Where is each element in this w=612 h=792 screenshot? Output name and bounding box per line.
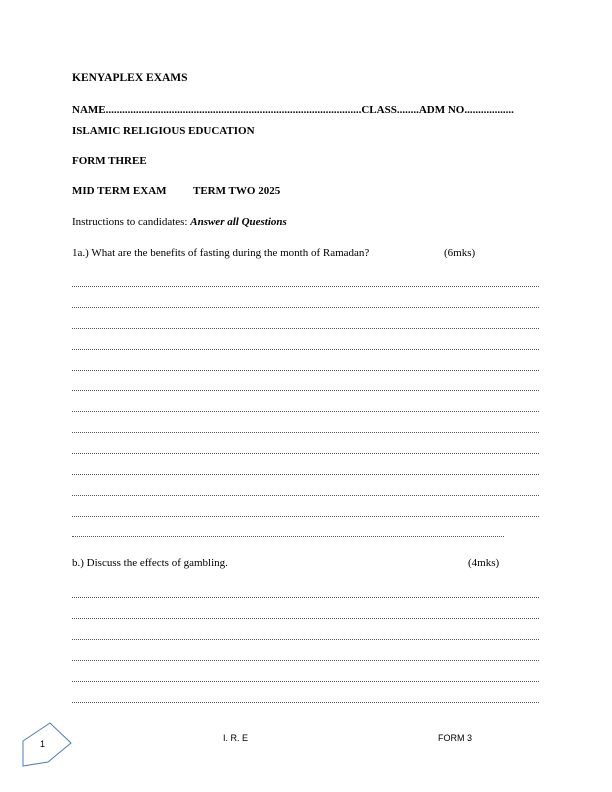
answer-line[interactable] <box>72 349 539 350</box>
answer-line[interactable] <box>72 370 539 371</box>
page-number-shape <box>20 720 76 770</box>
answer-line[interactable] <box>72 702 539 703</box>
answer-line[interactable] <box>72 432 539 433</box>
answer-line[interactable] <box>72 411 539 412</box>
school-name: KENYAPLEX EXAMS <box>72 72 188 84</box>
answer-line[interactable] <box>72 390 539 391</box>
footer-right: FORM 3 <box>438 733 473 743</box>
footer-center: I. R. E <box>223 733 249 743</box>
instructions-emphasis: Answer all Questions <box>190 216 287 228</box>
question-1b-text: b.) Discuss the effects of gambling. <box>72 557 228 569</box>
answer-line[interactable] <box>72 516 539 517</box>
term-label: TERM TWO 2025 <box>193 185 281 197</box>
name-class-adm-line: NAME.............................................................................................CLASS........ADM NO.................. <box>72 104 514 116</box>
answer-line[interactable] <box>72 639 539 640</box>
answer-line[interactable] <box>72 536 504 537</box>
answer-line[interactable] <box>72 597 539 598</box>
answer-line[interactable] <box>72 474 539 475</box>
form-label: FORM THREE <box>72 155 147 167</box>
answer-line[interactable] <box>72 618 539 619</box>
answer-line[interactable] <box>72 660 539 661</box>
page-number: 1 <box>40 739 46 749</box>
answer-line[interactable] <box>72 328 539 329</box>
instructions <box>72 216 287 228</box>
question-1b-marks: (4mks) <box>468 557 500 569</box>
question-1a-marks: (6mks) <box>444 247 476 259</box>
exam-label: MID TERM EXAM <box>72 185 167 197</box>
answer-line[interactable] <box>72 307 539 308</box>
answer-line[interactable] <box>72 453 539 454</box>
answer-line[interactable] <box>72 495 539 496</box>
answer-line[interactable] <box>72 681 539 682</box>
instructions-label: Instructions to candidates: <box>72 216 188 228</box>
answer-line[interactable] <box>72 286 539 287</box>
question-1a-text: 1a.) What are the benefits of fasting during the month of Ramadan? <box>72 247 370 259</box>
subject-title: ISLAMIC RELIGIOUS EDUCATION <box>72 125 255 137</box>
